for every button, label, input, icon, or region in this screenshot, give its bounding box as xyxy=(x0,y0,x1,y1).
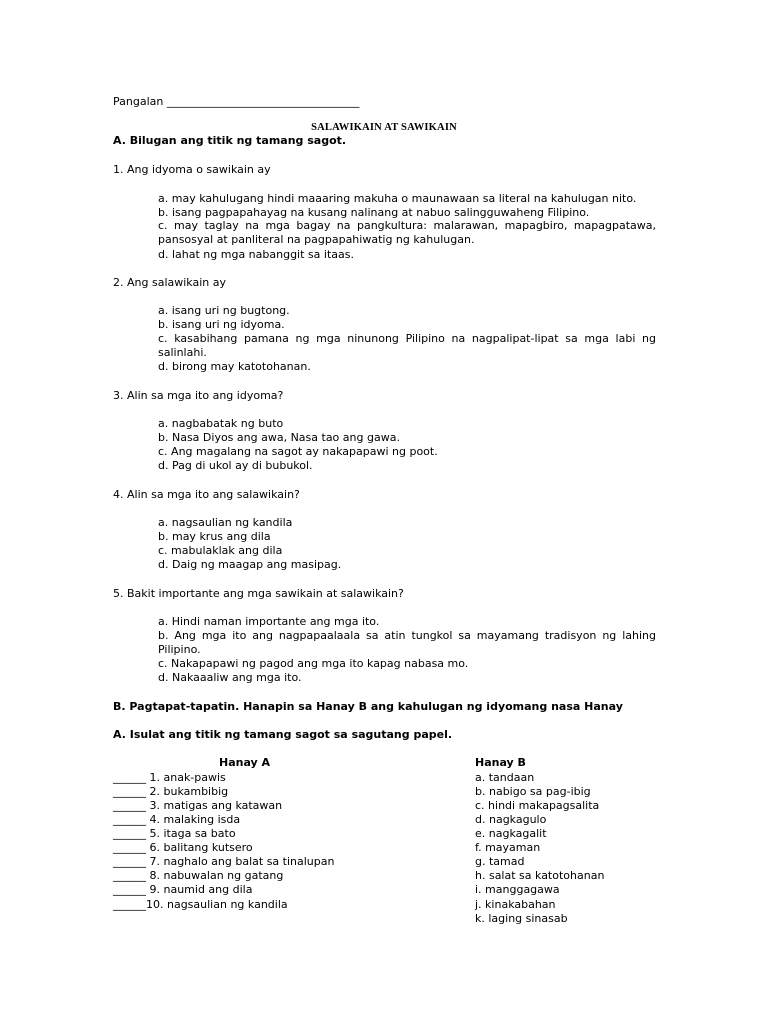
hanay-b-item: a. tandaan xyxy=(475,771,535,784)
hanay-b-item: i. manggagawa xyxy=(475,883,560,896)
q4-option-c[interactable]: c. mabulaklak ang dila xyxy=(158,544,283,557)
q1-option-a[interactable]: a. may kahulugang hindi maaaring makuha o maunawaan sa literal na kahulugan nito. xyxy=(158,192,637,205)
hanay-a-item[interactable]: ______ 4. malaking isda xyxy=(113,813,241,826)
hanay-b-item: g. tamad xyxy=(475,855,525,868)
q5-option-b[interactable]: b. Ang mga ito ang nagpapaalaala sa atin tungkol sa mayamang tradisyon ng lahing Pilipino. xyxy=(158,629,656,656)
q3-option-d[interactable]: d. Pag di ukol ay di bubukol. xyxy=(158,459,313,472)
q2-option-a[interactable]: a. isang uri ng bugtong. xyxy=(158,304,290,317)
q5-option-c[interactable]: c. Nakapapawi ng pagod ang mga ito kapag nabasa mo. xyxy=(158,657,469,670)
hanay-a-item[interactable]: ______ 9. naumid ang dila xyxy=(113,883,253,896)
hanay-a-item[interactable]: ______ 6. balitang kutsero xyxy=(113,841,253,854)
question-5: 5. Bakit importante ang mga sawikain at salawikain? xyxy=(113,587,404,600)
section-a-heading: A. Bilugan ang titik ng tamang sagot. xyxy=(113,134,347,147)
section-b-heading: B. Pagtapat-tapatin. Hanapin sa Hanay B ang kahulugan ng idyomang nasa Hanay xyxy=(113,700,623,713)
q2-option-b[interactable]: b. isang uri ng idyoma. xyxy=(158,318,285,331)
question-2: 2. Ang salawikain ay xyxy=(113,276,226,289)
name-field-label[interactable]: Pangalan ___________________________________ xyxy=(113,95,360,108)
section-b-instruction: A. Isulat ang titik ng tamang sagot sa sagutang papel. xyxy=(113,728,453,741)
question-3: 3. Alin sa mga ito ang idyoma? xyxy=(113,389,284,402)
hanay-b-item: f. mayaman xyxy=(475,841,541,854)
hanay-a-title: Hanay A xyxy=(219,756,271,769)
q1-option-b[interactable]: b. isang pagpapahayag na kusang nalinang at nabuo salingguwaheng Filipino. xyxy=(158,206,590,219)
q1-option-d[interactable]: d. lahat ng mga nabanggit sa itaas. xyxy=(158,248,354,261)
question-1: 1. Ang idyoma o sawikain ay xyxy=(113,163,271,176)
worksheet-title: SALAWIKAIN AT SAWIKAIN xyxy=(311,122,457,133)
q3-option-b[interactable]: b. Nasa Diyos ang awa, Nasa tao ang gawa. xyxy=(158,431,400,444)
q4-option-a[interactable]: a. nagsaulian ng kandila xyxy=(158,516,293,529)
q1-option-c[interactable]: c. may taglay na mga bagay na pangkultura: malarawan, mapagbiro, mapagpatawa, pansosyal at panliteral na pagpapahiwatig ng kahulugan. xyxy=(158,219,656,246)
hanay-a-item[interactable]: ______ 2. bukambibig xyxy=(113,785,229,798)
hanay-a-item[interactable]: ______ 8. nabuwalan ng gatang xyxy=(113,869,284,882)
q4-option-b[interactable]: b. may krus ang dila xyxy=(158,530,271,543)
q5-option-d[interactable]: d. Nakaaaliw ang mga ito. xyxy=(158,671,302,684)
hanay-b-item: j. kinakabahan xyxy=(475,898,556,911)
q3-option-c[interactable]: c. Ang magalang na sagot ay nakapapawi ng poot. xyxy=(158,445,438,458)
q4-option-d[interactable]: d. Daig ng maagap ang masipag. xyxy=(158,558,342,571)
hanay-b-title: Hanay B xyxy=(475,756,526,769)
q2-option-c[interactable]: c. kasabihang pamana ng mga ninunong Pilipino na nagpalipat-lipat sa mga labi ng salinlahi. xyxy=(158,332,656,359)
q3-option-a[interactable]: a. nagbabatak ng buto xyxy=(158,417,284,430)
hanay-a-item[interactable]: ______ 7. naghalo ang balat sa tinalupan xyxy=(113,855,335,868)
hanay-b-item: b. nabigo sa pag-ibig xyxy=(475,785,591,798)
hanay-b-item: h. salat sa katotohanan xyxy=(475,869,605,882)
hanay-b-item: c. hindi makapagsalita xyxy=(475,799,600,812)
hanay-a-item[interactable]: ______ 5. itaga sa bato xyxy=(113,827,236,840)
hanay-b-item: d. nagkagulo xyxy=(475,813,547,826)
hanay-a-item[interactable]: ______ 3. matigas ang katawan xyxy=(113,799,283,812)
hanay-b-item: k. laging sinasab xyxy=(475,912,568,925)
question-4: 4. Alin sa mga ito ang salawikain? xyxy=(113,488,300,501)
hanay-b-item: e. nagkagalit xyxy=(475,827,547,840)
hanay-a-item[interactable]: ______10. nagsaulian ng kandila xyxy=(113,898,288,911)
hanay-a-item[interactable]: ______ 1. anak-pawis xyxy=(113,771,226,784)
q5-option-a[interactable]: a. Hindi naman importante ang mga ito. xyxy=(158,615,380,628)
q2-option-d[interactable]: d. birong may katotohanan. xyxy=(158,360,311,373)
